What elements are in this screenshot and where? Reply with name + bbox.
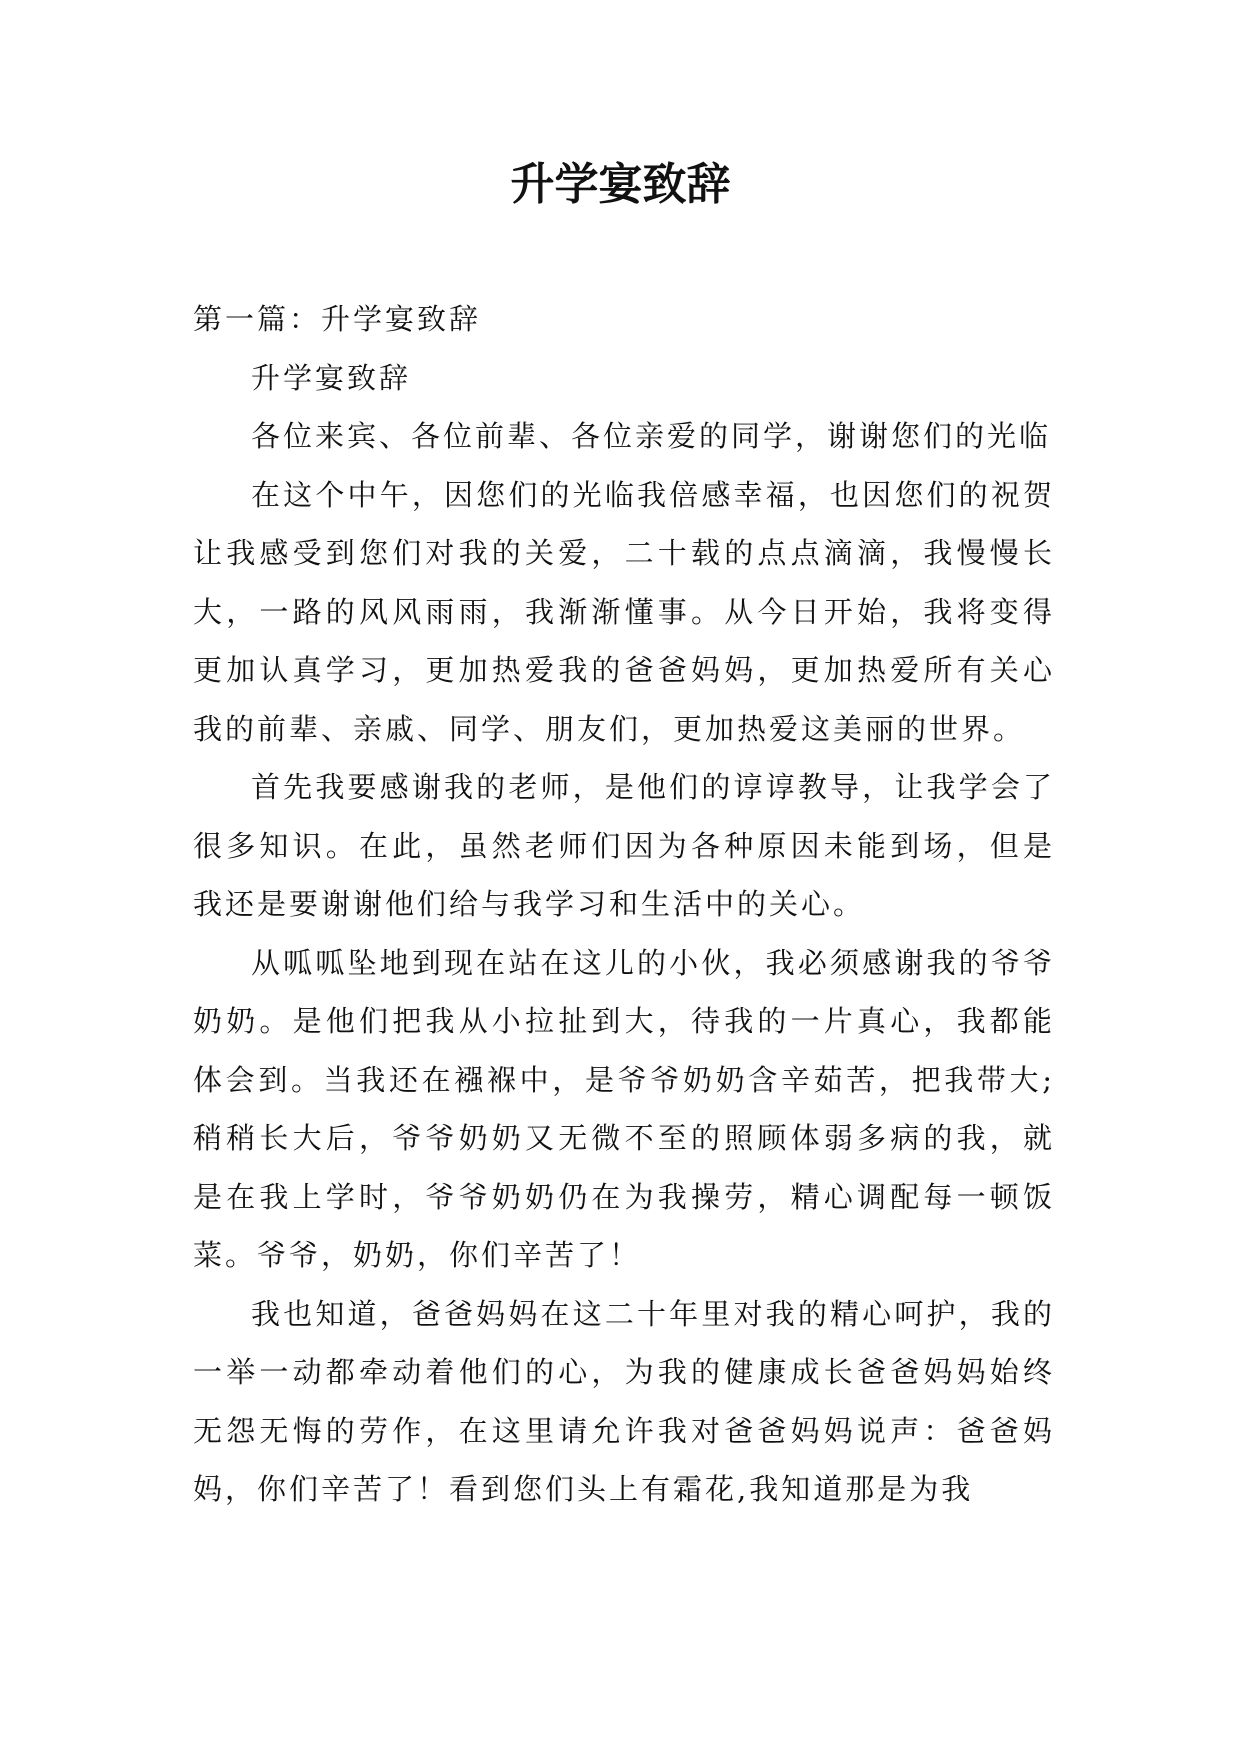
paragraph: 首先我要感谢我的老师，是他们的谆谆教导，让我学会了很多知识。在此，虽然老师们因为各种原因未能到场，但是我还是要谢谢他们给与我学习和生活中的关心。: [193, 770, 1055, 921]
paragraph: 在这个中午，因您们的光临我倍感幸福，也因您们的祝贺让我感受到您们对我的关爱，二十载的点点滴滴，我慢慢长大，一路的风风雨雨，我渐渐懂事。从今日开始，我将变得更加认真学习，更加热爱我的爸爸妈妈，更加热爱所有关心我的前辈、亲戚、同学、朋友们，更加热爱这美丽的世界。: [193, 477, 1055, 746]
document-title: 升学宴致辞: [510, 159, 731, 210]
paragraph: 从呱呱坠地到现在站在这儿的小伙，我必须感谢我的爷爷奶奶。是他们把我从小拉扯到大，待我的一片真心，我都能体会到。当我还在襁褓中，是爷爷奶奶含辛茹苦，把我带大;稍稍长大后，爷爷奶奶又无微不至的照顾体弱多病的我，就是在我上学时，爷爷奶奶仍在为我操劳，精心调配每一顿饭菜。爷爷，奶奶，你们辛苦了！: [193, 945, 1055, 1272]
paragraph-greeting: 各位来宾、各位前辈、各位亲爱的同学，谢谢您们的光临: [251, 419, 1052, 453]
paragraph-subtitle: 升学宴致辞: [251, 360, 412, 395]
document-body: [193, 290, 1055, 1519]
paragraph: 我也知道，爸爸妈妈在这二十年里对我的精心呵护，我的一举一动都牵动着他们的心，为我的健康成长爸爸妈妈始终无怨无悔的劳作，在这里请允许我对爸爸妈妈说声：爸爸妈妈，你们辛苦了！看到您们头上有霜花,我知道那是为我: [193, 1296, 1055, 1506]
section-heading: 第一篇：升学宴致辞: [193, 302, 482, 336]
